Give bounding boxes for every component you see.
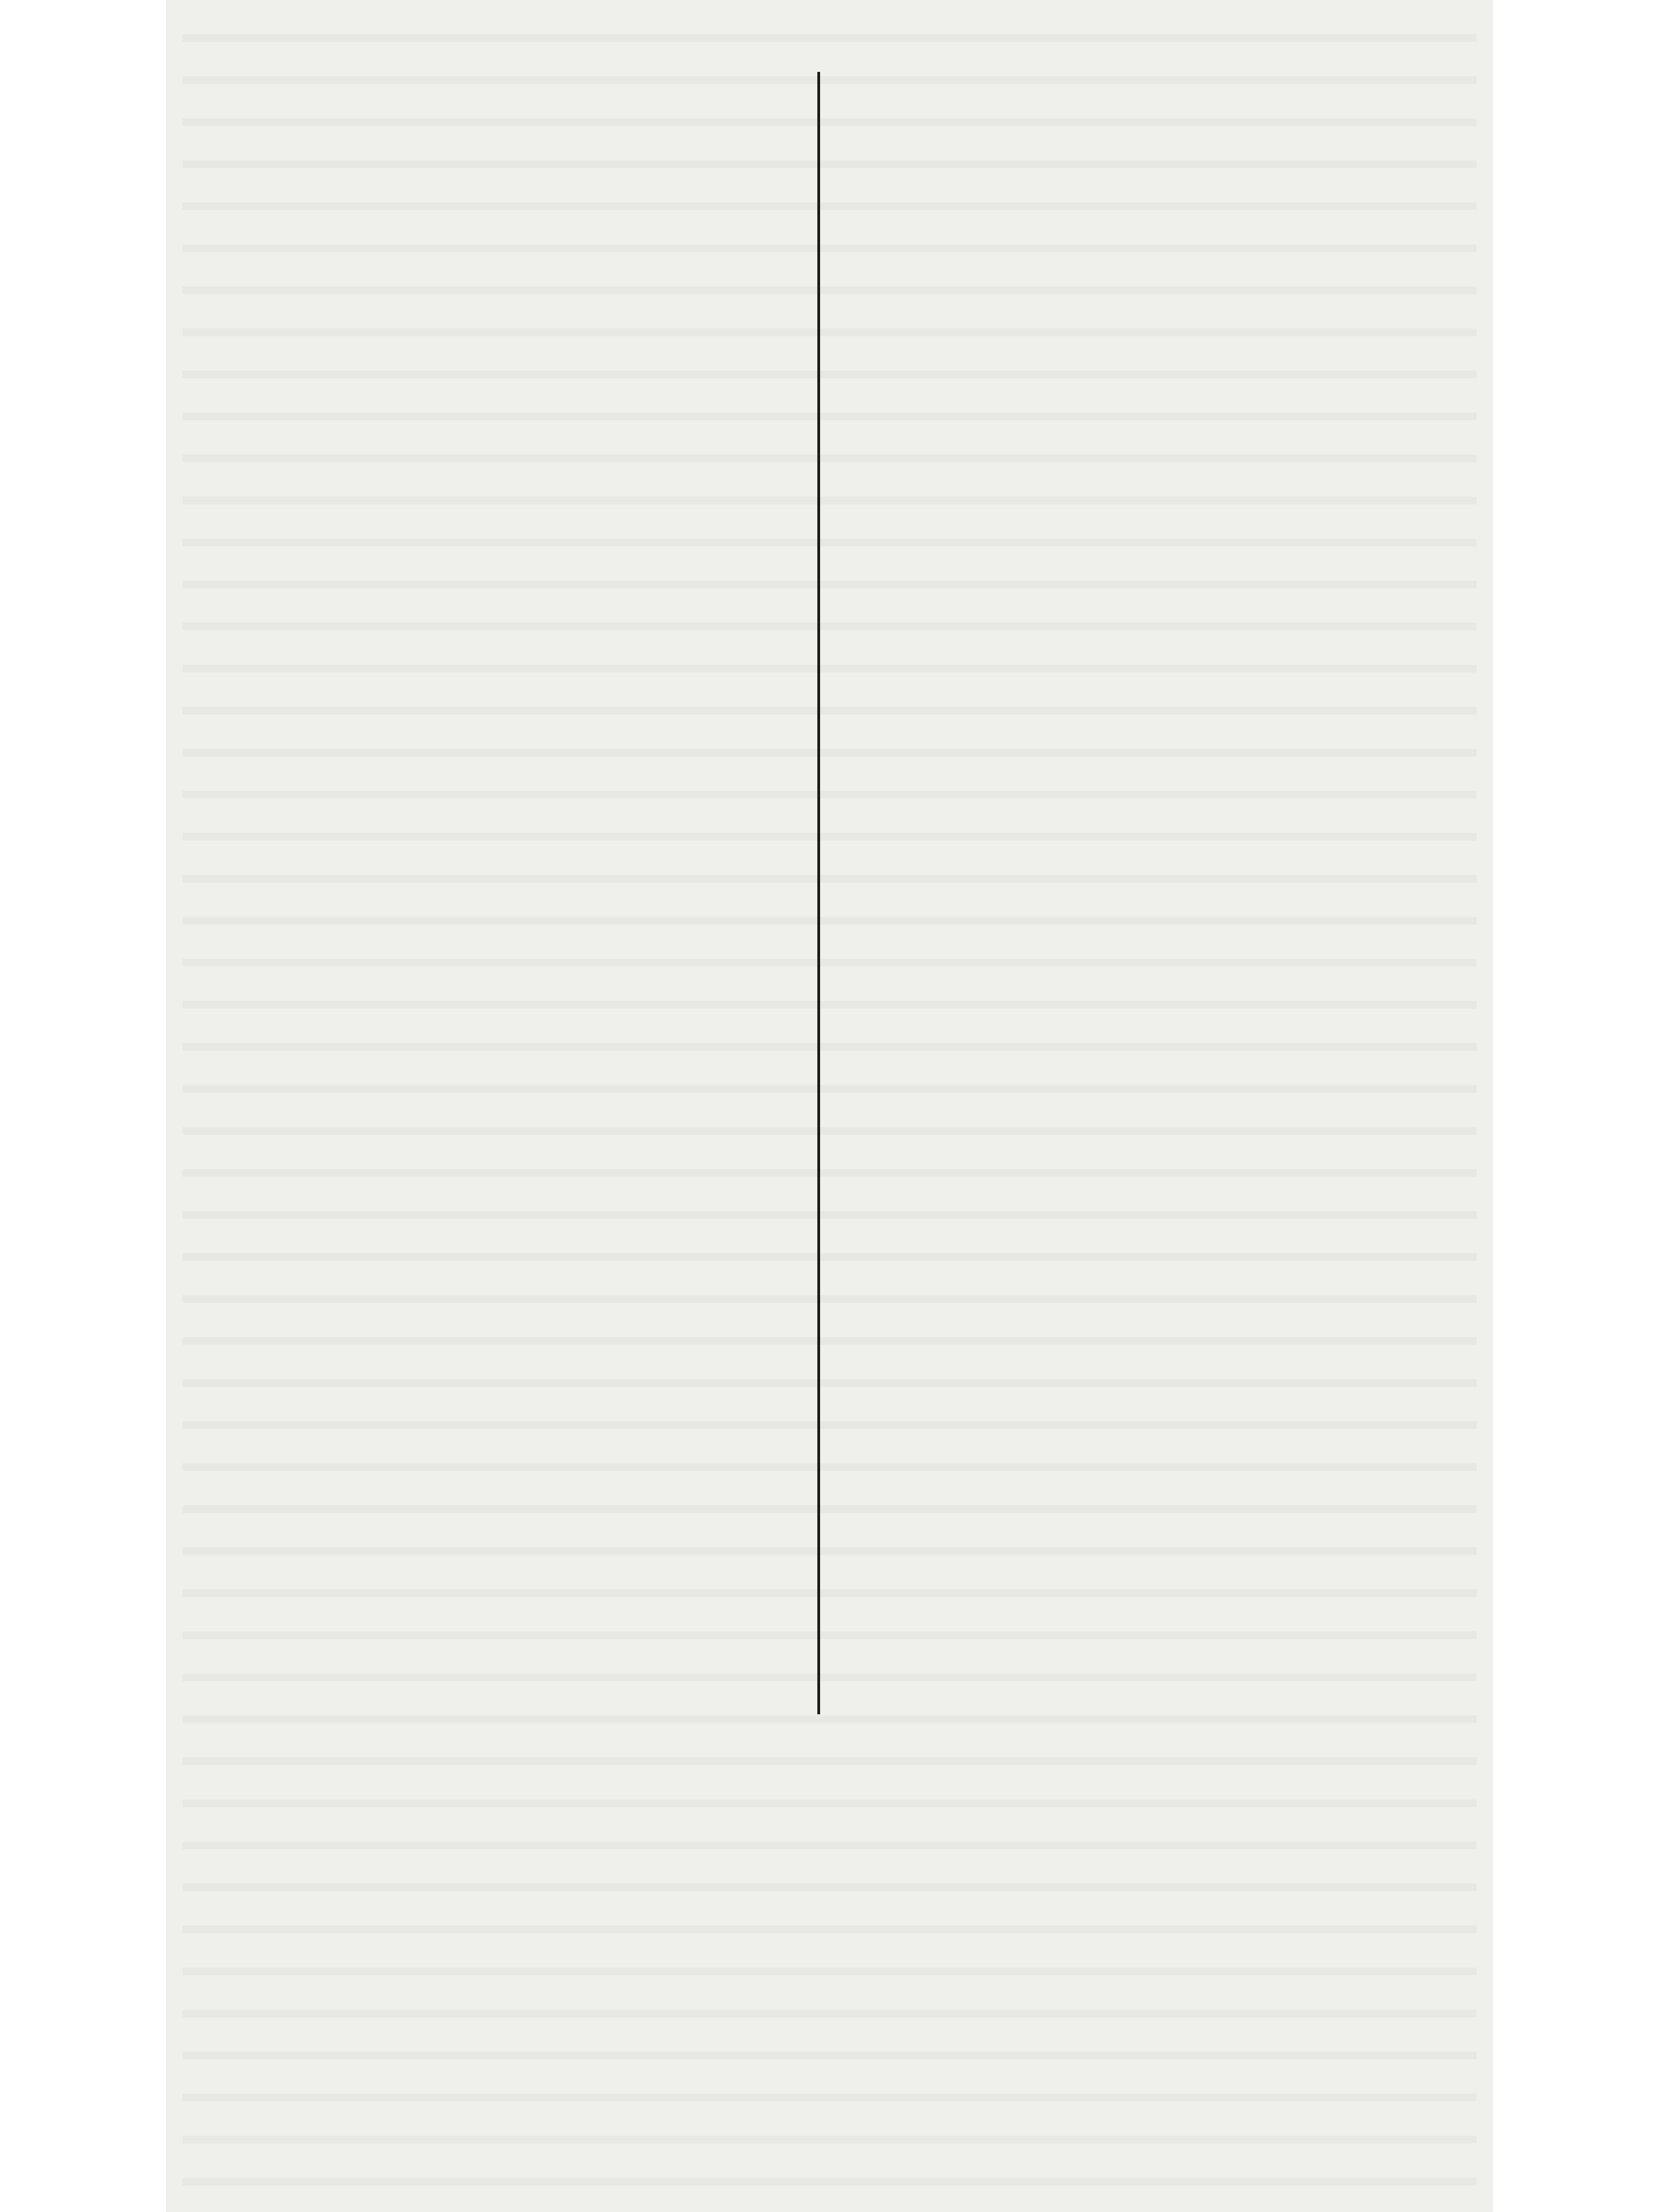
column-divider [817, 72, 820, 1714]
paper [166, 0, 1493, 2212]
table-of-contents [199, 44, 1460, 61]
left-margin [0, 0, 166, 2212]
right-margin [1493, 0, 1659, 2212]
